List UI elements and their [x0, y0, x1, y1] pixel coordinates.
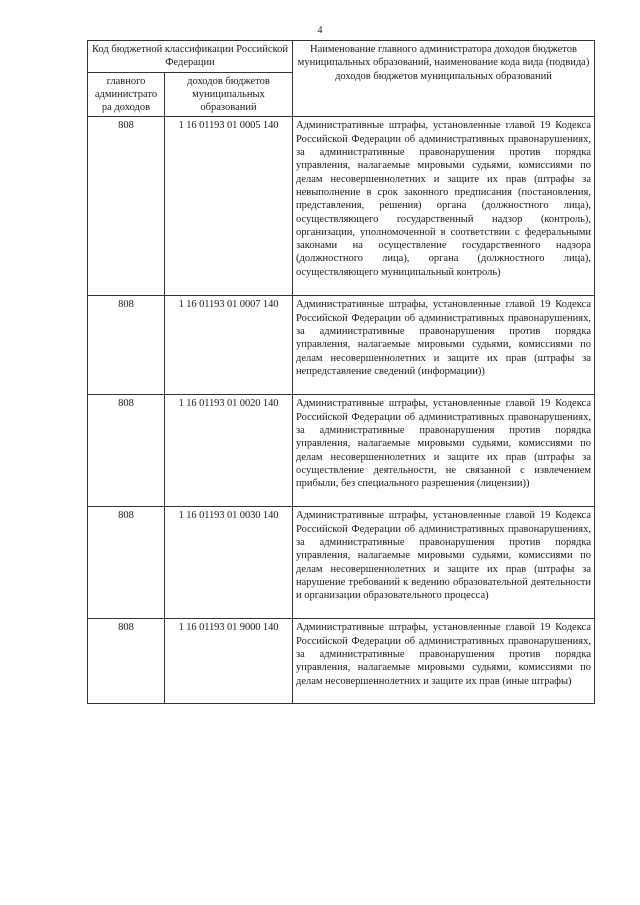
table-row	[88, 395, 595, 507]
income-code-cell: 1 16 01193 01 0020 140	[165, 395, 293, 507]
table-row	[88, 117, 595, 296]
header-main-administrator: главного администрато ра доходов	[88, 72, 165, 117]
description-cell: Административные штрафы, установленные главой 19 Кодекса Российской Федерации об административных правонарушениях, за административные правонарушения против порядка управления, налагаемые мировыми судьями, комиссиями по делам несовершеннолетних и защите их прав (штрафы за невыполнение в срок законного предписания (постановления, представления, решения) органа (должностного лица), осуществляющего государственный надзор (контроль), организации, уполномоченной в соответствии с федеральными законами на осуществление государственного надзора (должностного лица), органа (должностного лица), осуществляющего муниципальный контроль)	[293, 117, 595, 296]
admin-code-cell: 808	[88, 619, 165, 704]
budget-classification-table	[87, 40, 595, 704]
page-number: 4	[317, 25, 323, 36]
admin-code-cell: 808	[88, 117, 165, 296]
income-code-cell: 1 16 01193 01 0030 140	[165, 507, 293, 619]
table-row	[88, 507, 595, 619]
header-administrator-name: Наименование главного администратора доходов бюджетов муниципальных образований, наименование кода вида (подвида) доходов бюджетов муниципальных образований	[293, 41, 595, 117]
table-header-row	[88, 41, 595, 73]
admin-code-cell: 808	[88, 507, 165, 619]
description-cell: Административные штрафы, установленные главой 19 Кодекса Российской Федерации об административных правонарушениях, за административные правонарушения против порядка управления, налагаемые мировыми судьями, комиссиями по делам несовершеннолетних и защите их прав (штрафы за нарушение требований к ведению образовательной деятельности и организации образовательного процесса)	[293, 507, 595, 619]
income-code-cell: 1 16 01193 01 9000 140	[165, 619, 293, 704]
description-cell: Административные штрафы, установленные главой 19 Кодекса Российской Федерации об административных правонарушениях, за административные правонарушения против порядка управления, налагаемые мировыми судьями, комиссиями по делам несовершеннолетних и защите их прав (штрафы за осуществление деятельности, не связанной с извлечением прибыли, без специального разрешения (лицензии))	[293, 395, 595, 507]
header-municipal-income: доходов бюджетов муниципальных образований	[165, 72, 293, 117]
admin-code-cell: 808	[88, 296, 165, 395]
header-budget-code: Код бюджетной классификации Российской Федерации	[88, 41, 293, 73]
income-code-cell: 1 16 01193 01 0007 140	[165, 296, 293, 395]
admin-code-cell: 808	[88, 395, 165, 507]
description-cell: Административные штрафы, установленные главой 19 Кодекса Российской Федерации об административных правонарушениях, за административные правонарушения против порядка управления, налагаемые мировыми судьями, комиссиями по делам несовершеннолетних и защите их прав (штрафы за непредставление сведений (информации))	[293, 296, 595, 395]
table-row	[88, 619, 595, 704]
description-cell: Административные штрафы, установленные главой 19 Кодекса Российской Федерации об административных правонарушениях, за административные правонарушения против порядка управления, налагаемые мировыми судьями, комиссиями по делам несовершеннолетних и защите их прав (иные штрафы)	[293, 619, 595, 704]
income-code-cell: 1 16 01193 01 0005 140	[165, 117, 293, 296]
table-row	[88, 296, 595, 395]
